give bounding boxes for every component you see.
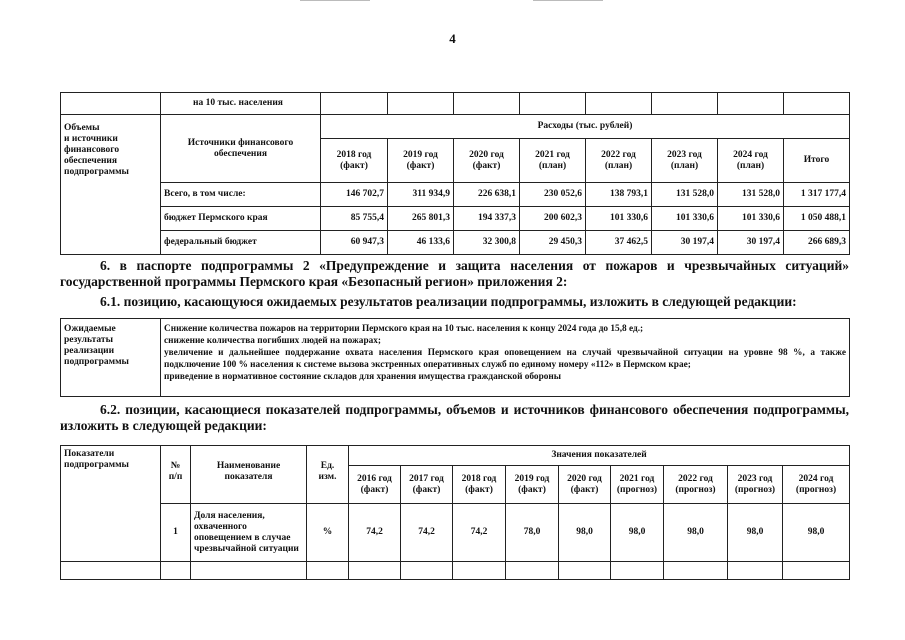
num-header: № п/п [161,446,191,504]
indicator-unit: % [307,504,349,562]
expected-results-table [60,318,850,397]
paragraph-6: 6. в паспорте подпрограммы 2 «Предупреждение и защита населения от пожаров и чрезвычайных ситуаций» государственной программы Пермского края «Безопасный регион» приложения 2: [60,258,849,289]
cell-value: 230 052,6 [520,183,586,207]
cell-value: 226 638,1 [454,183,520,207]
results-label: Ожидаемые результаты реализации подпрограммы [61,319,161,397]
values-header: Значения показателей [349,446,850,466]
year-header: 2018 год (факт) [321,139,388,183]
indicator-name: Доля населения, охваченного оповещением в случае чрезвычайной ситуации [191,504,307,562]
total-header: Итого [784,139,850,183]
year-header: 2020 год (факт) [559,466,611,504]
result-line: снижение количества погибших людей на пожарах; [164,336,382,346]
cell-value: 74,2 [349,504,401,562]
year-header: 2022 год (прогноз) [664,466,728,504]
cell-value: 85 755,4 [321,207,388,231]
cell-value: 78,0 [506,504,559,562]
paragraph-6-2: 6.2. позиции, касающиеся показателей подпрограммы, объемов и источников финансового обеспечения подпрограммы, изложить в следующей редакции: [60,402,849,433]
cell-value: 74,2 [453,504,506,562]
cell-value: 29 450,3 [520,231,586,255]
table-row [61,207,850,231]
year-header: 2023 год (план) [652,139,718,183]
row-label: Всего, в том числе: [161,183,321,207]
cell-value: 194 337,3 [454,207,520,231]
year-header: 2022 год (план) [586,139,652,183]
year-header: 2021 год (план) [520,139,586,183]
cell-value: 74,2 [401,504,453,562]
results-content [161,319,850,397]
financing-label: Объемы и источники финансового обеспечения подпрограммы [61,115,161,255]
year-header: 2016 год (факт) [349,466,401,504]
cell-value: 98,0 [611,504,664,562]
cell-value: 1 050 488,1 [784,207,850,231]
scan-mark [300,0,370,1]
cell-value: 101 330,6 [586,207,652,231]
year-header: 2017 год (факт) [401,466,453,504]
cell-value: 60 947,3 [321,231,388,255]
cell-value: 98,0 [664,504,728,562]
cell-value: 138 793,1 [586,183,652,207]
result-line: Снижение количества пожаров на территории Пермского края на 10 тыс. населения к концу 2024 года до 15,8 ед.; [164,324,644,334]
year-header: 2024 год (план) [718,139,784,183]
cell-value: 1 317 177,4 [784,183,850,207]
table-row [61,231,850,255]
cell-value: 146 702,7 [321,183,388,207]
cell-value: 98,0 [783,504,850,562]
result-line: увеличение и дальнейшее поддержание охвата населения Пермского края оповещением на случай чрезвычайной ситуации на уровне 98 %, а также подключение 100 % населения к системе вызова экстренных оперативных служб по единому номеру «112» в Пермском крае; [164,348,846,370]
row-num: 1 [161,504,191,562]
year-header: 2023 год (прогноз) [728,466,783,504]
cell-value: 311 934,9 [388,183,454,207]
source-header: Источники финансового обеспечения [161,115,321,183]
top-row-text: на 10 тыс. населения [161,93,321,115]
year-header: 2019 год (факт) [388,139,454,183]
row-label: федеральный бюджет [161,231,321,255]
row-label: бюджет Пермского края [161,207,321,231]
cell-value: 30 197,4 [652,231,718,255]
page-number: 4 [449,31,456,46]
cell-value: 200 602,3 [520,207,586,231]
cell-value: 30 197,4 [718,231,784,255]
result-line: приведение в нормативное состояние складов для хранения имущества гражданской обороны [164,372,562,382]
table-row [61,183,850,207]
year-header: 2019 год (факт) [506,466,559,504]
paragraph-6-1: 6.1. позицию, касающуюся ожидаемых результатов реализации подпрограммы, изложить в следующей редакции: [100,294,797,309]
scan-mark [533,0,603,1]
cell-value: 46 133,6 [388,231,454,255]
cell-value: 266 689,3 [784,231,850,255]
indicators-label: Показатели подпрограммы [61,446,161,562]
cell-value: 37 462,5 [586,231,652,255]
year-header: 2020 год (факт) [454,139,520,183]
financing-table [60,92,850,255]
cell-value: 32 300,8 [454,231,520,255]
cell-value: 131 528,0 [652,183,718,207]
unit-header: Ед. изм. [307,446,349,504]
indicators-table [60,445,850,580]
cell-value: 98,0 [728,504,783,562]
cell-value: 131 528,0 [718,183,784,207]
cell-value: 265 801,3 [388,207,454,231]
cell-value: 101 330,6 [652,207,718,231]
expenses-header: Расходы (тыс. рублей) [321,115,850,139]
year-header: 2024 год (прогноз) [783,466,850,504]
table-row [61,504,850,562]
name-header: Наименование показателя [191,446,307,504]
cell-value: 98,0 [559,504,611,562]
cell-value: 101 330,6 [718,207,784,231]
year-header: 2018 год (факт) [453,466,506,504]
year-header: 2021 год (прогноз) [611,466,664,504]
